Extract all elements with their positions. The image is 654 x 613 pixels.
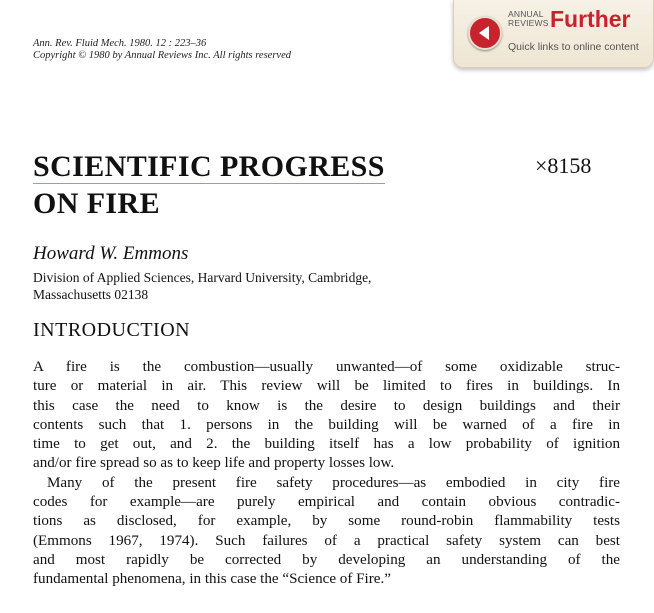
title-line-2: ON FIRE (33, 187, 160, 220)
text-line: and/or fire spread so as to keep life and property losses low. (33, 455, 395, 472)
author-name: Howard W. Emmons (33, 243, 189, 264)
body-text (33, 358, 620, 590)
text-line: tions as disclosed, for example, by some round-robin flammability tests (33, 513, 620, 530)
text-line: contents such that 1. persons in the building will be warned of a fire in (33, 416, 620, 433)
journal-line: Ann. Rev. Fluid Mech. 1980. 12 : 223–36 (33, 38, 207, 49)
author-affiliation (33, 269, 533, 303)
badge-subtitle: Quick links to online content (508, 41, 639, 53)
text-line: A fire is the combustion—usually unwanted—of some oxidizable struc- (33, 359, 620, 375)
text-line: ture or material in air. This review will be limited to fires in buildings. In (33, 378, 620, 395)
text-line: Many of the present fire safety procedures—as embodied in city fire (47, 474, 620, 491)
affiliation-line-2: Massachusetts 02138 (33, 287, 149, 302)
text-line: codes for example—are purely empirical and contain obvious contradic- (33, 494, 620, 511)
paragraph-2 (33, 474, 620, 590)
badge-annual-label: ANNUAL (508, 9, 544, 19)
text-line: and most rapidly be corrected by developing an understanding of the (33, 551, 620, 568)
text-line: (Emmons 1967, 1974). Such failures of a practical safety system can best (33, 532, 620, 549)
text-line: this case the need to know is the desire to design buildings and their (33, 397, 620, 414)
badge-further-label: Further (550, 6, 631, 32)
badge-annual-reviews (508, 10, 549, 28)
text-line: time to get out, and 2. the building itself has a low probability of ignition (33, 436, 620, 453)
article-title (33, 148, 385, 222)
section-heading: INTRODUCTION (33, 319, 191, 341)
article-id: ×8158 (535, 153, 592, 178)
text-line: fundamental phenomena, in this case the “Science of Fire.” (33, 571, 391, 588)
affiliation-line-1: Division of Applied Sciences, Harvard University, Cambridge, (33, 270, 372, 285)
copyright-line: Copyright © 1980 by Annual Reviews Inc. All rights reserved (33, 50, 291, 61)
title-line-1[interactable]: SCIENTIFIC PROGRESS (33, 150, 385, 183)
badge-reviews-label: REVIEWS (508, 18, 549, 28)
annual-reviews-further-badge[interactable] (453, 0, 654, 68)
paragraph-1 (33, 358, 620, 474)
back-arrow-icon (468, 16, 502, 50)
journal-citation (33, 38, 291, 62)
